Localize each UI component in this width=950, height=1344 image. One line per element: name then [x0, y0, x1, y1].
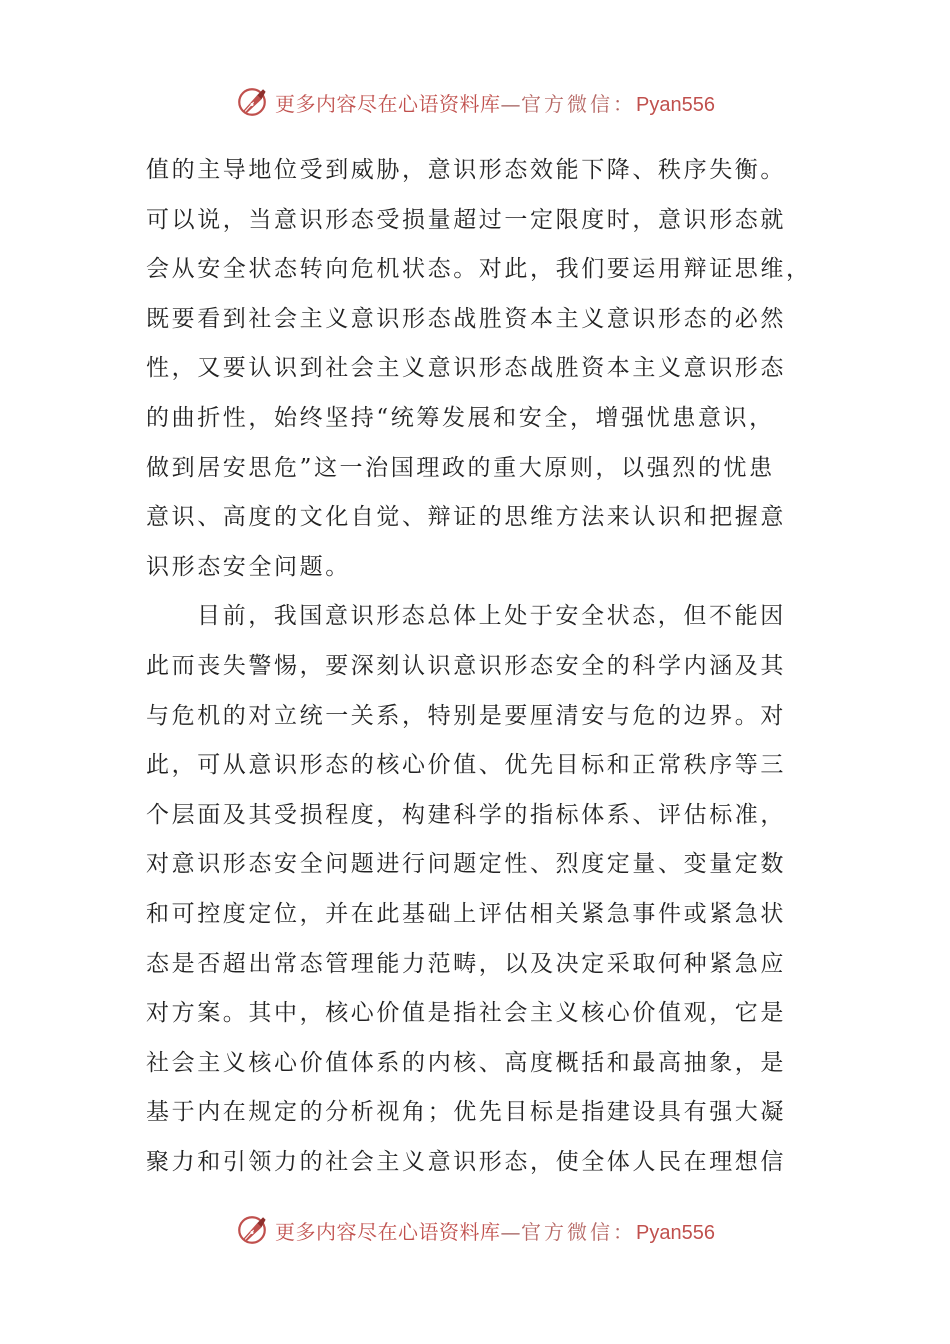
text-line: 对方案。其中，核心价值是指社会主义核心价值观，它是: [146, 1000, 786, 1027]
text-line: 意识、高度的文化自觉、辩证的思维方法来认识和把握意: [146, 504, 786, 531]
text-line: 性，又要认识到社会主义意识形态战胜资本主义意识形态: [146, 355, 786, 382]
header-banner: [0, 80, 950, 124]
text-line: 识形态安全问题。: [146, 553, 351, 580]
text-line: 此，可从意识形态的核心价值、优先目标和正常秩序等三: [146, 752, 786, 779]
text-line: 可以说，当意识形态受损量超过一定限度时，意识形态就: [146, 206, 786, 233]
banner-wechat-label: 官方微信：: [521, 91, 637, 116]
text-line: 聚力和引领力的社会主义意识形态，使全体人民在理想信: [146, 1148, 786, 1175]
banner-wechat-id: Pyan556: [636, 93, 715, 116]
footer-banner: [0, 1208, 950, 1252]
footer-banner-text: [275, 1216, 715, 1245]
text-line: 的曲折性，始终坚持“统筹发展和安全，增强忧患意识，: [146, 404, 775, 431]
text-line: 做到居安思危”这一治国理政的重大原则，以强烈的忧患: [146, 454, 775, 481]
pen-nib-logo-icon: [235, 1213, 269, 1247]
text-line: 和可控度定位，并在此基础上评估相关紧急事件或紧急状: [146, 900, 786, 927]
header-banner-content: [235, 85, 715, 119]
paragraph-1: [146, 146, 812, 592]
document-body: [146, 146, 812, 1187]
banner-dash: —: [500, 1219, 522, 1244]
text-line-indented: 目前，我国意识形态总体上处于安全状态，但不能因: [197, 603, 786, 630]
text-line: 社会主义核心价值体系的内核、高度概括和最高抽象，是: [146, 1049, 786, 1076]
footer-banner-content: [235, 1213, 715, 1247]
text-line: 对意识形态安全问题进行问题定性、烈度定量、变量定数: [146, 851, 786, 878]
text-line: 会从安全状态转向危机状态。对此，我们要运用辩证思维，: [146, 256, 812, 283]
banner-wechat-id: Pyan556: [636, 1221, 715, 1244]
banner-dash: —: [500, 91, 522, 116]
text-line: 既要看到社会主义意识形态战胜资本主义意识形态的必然: [146, 305, 786, 332]
text-line: 此而丧失警惕，要深刻认识意识形态安全的科学内涵及其: [146, 652, 786, 679]
banner-site-name: 更多内容尽在心语资料库: [275, 1219, 501, 1244]
banner-site-name: 更多内容尽在心语资料库: [275, 91, 501, 116]
pen-nib-logo-icon: [235, 85, 269, 119]
text-line: 态是否超出常态管理能力范畴，以及决定采取何种紧急应: [146, 950, 786, 977]
header-banner-text: [275, 88, 715, 117]
paragraph-2: [146, 592, 786, 1187]
banner-wechat-label: 官方微信：: [521, 1219, 637, 1244]
text-line: 与危机的对立统一关系，特别是要厘清安与危的边界。对: [146, 702, 786, 729]
text-line: 值的主导地位受到威胁，意识形态效能下降、秩序失衡。: [146, 157, 786, 183]
text-line: 个层面及其受损程度，构建科学的指标体系、评估标准，: [146, 801, 786, 828]
text-line: 基于内在规定的分析视角；优先目标是指建设具有强大凝: [146, 1099, 786, 1126]
